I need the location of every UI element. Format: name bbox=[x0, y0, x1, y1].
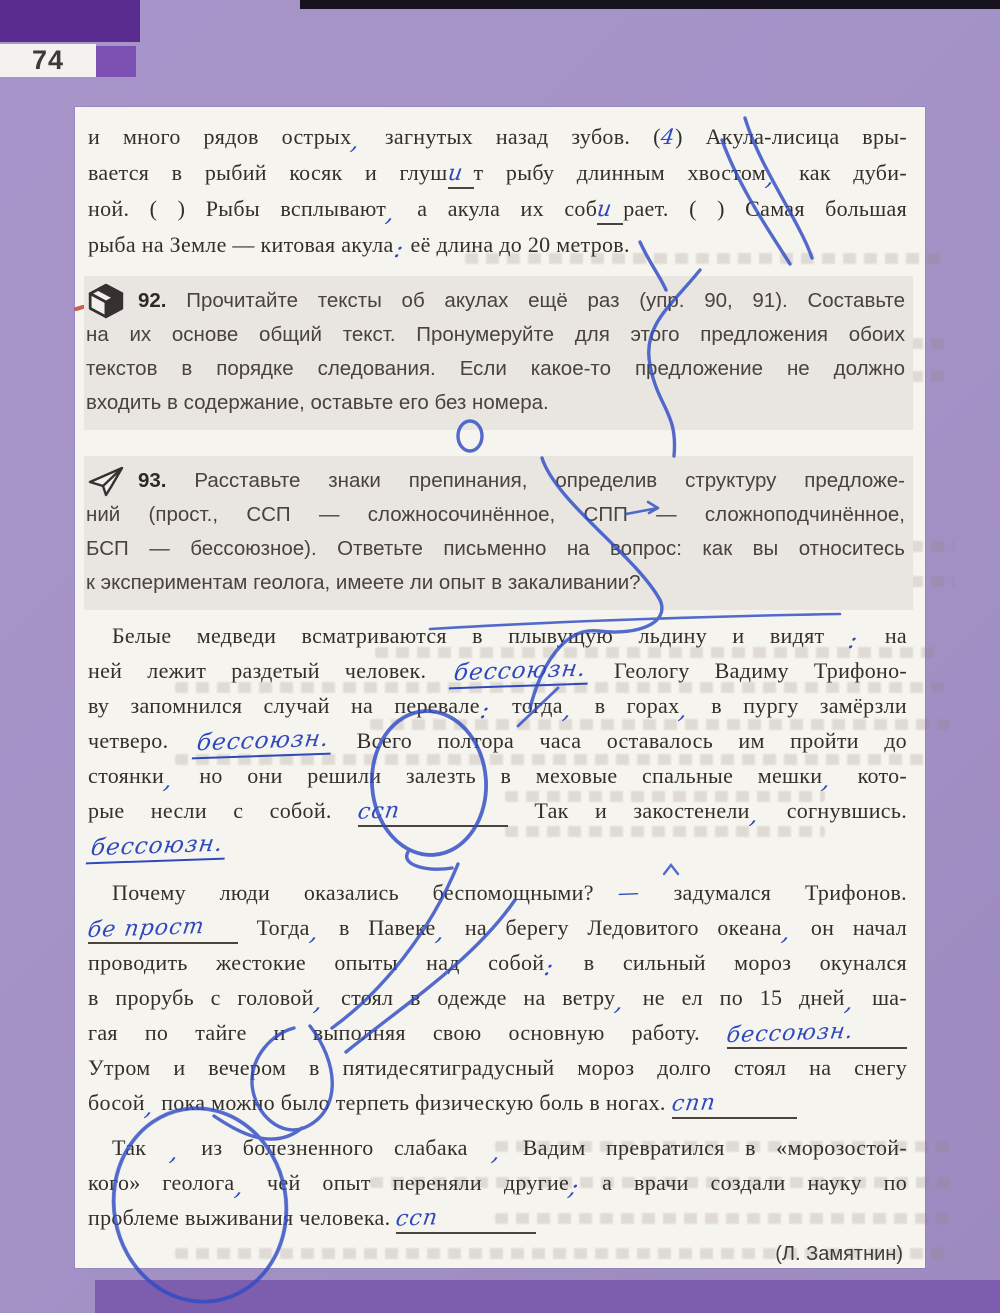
handwritten-punctuation: , bbox=[142, 1093, 158, 1121]
handwritten-answer: бессоюзн. bbox=[724, 1018, 856, 1049]
answer-blank[interactable] bbox=[669, 1090, 797, 1119]
handwritten-punctuation: : bbox=[541, 953, 558, 981]
handwritten-punctuation: , bbox=[489, 1138, 505, 1166]
handwritten-punctuation: , bbox=[779, 918, 795, 946]
paragraph-1 bbox=[88, 618, 907, 863]
text-line: входить в содержание, оставьте его без номера. bbox=[86, 391, 549, 414]
scan-edge-strip bbox=[300, 0, 1000, 9]
intro-paragraph bbox=[88, 119, 907, 263]
handwritten-punctuation: , bbox=[676, 696, 693, 724]
text-line: к экспериментам геолога, имеете ли опыт в закаливании? bbox=[86, 571, 641, 594]
text-line: текстов в порядке следования. Если какое-то предложение не должно bbox=[86, 357, 905, 380]
answer-blank[interactable] bbox=[597, 197, 623, 225]
answer-blank[interactable] bbox=[724, 1018, 907, 1049]
text-line: стоянки, но они решили залезть в меховые спальные мешки, кото- bbox=[88, 763, 907, 794]
page-content bbox=[75, 107, 925, 1268]
handwritten-annotation: бессоюзн. bbox=[191, 728, 333, 760]
handwritten-answer: спп bbox=[669, 1090, 718, 1117]
handwritten-punctuation: , bbox=[763, 163, 780, 191]
text-line: БСП — бессоюзное). Ответьте письменно на вопрос: как вы относитесь bbox=[86, 537, 905, 560]
text-line: проблеме выживания человека. ссп bbox=[88, 1200, 907, 1235]
page-number-accent-square bbox=[96, 46, 136, 77]
handwritten-punctuation: , bbox=[311, 988, 327, 1016]
text-line: рые несли с собой. ссп Так и закостенели, согнувшись. bbox=[88, 798, 908, 829]
handwritten-answer: и bbox=[595, 196, 615, 223]
handwritten-answer: ссп bbox=[394, 1205, 440, 1232]
answer-blank[interactable] bbox=[396, 1206, 536, 1234]
paragraph-2 bbox=[85, 875, 907, 1121]
handwritten-punctuation: , bbox=[560, 696, 577, 724]
text-line: ву запомнился случай на перевале: тогда, в горах, в пургу замёрзли bbox=[88, 693, 908, 724]
handwritten-punctuation: , bbox=[747, 801, 763, 829]
handwritten-punctuation: : bbox=[477, 696, 494, 724]
exercise-93-block bbox=[84, 456, 913, 610]
footer-purple-bar bbox=[95, 1280, 1000, 1313]
handwritten-punctuation: , bbox=[161, 766, 178, 794]
answer-blank[interactable] bbox=[445, 160, 474, 189]
text-line: 93. Расставьте знаки препинания, определив структуру предложе- bbox=[138, 469, 905, 492]
handwritten-answer: бе прост bbox=[85, 913, 207, 944]
author-attribution: (Л. Замятнин) bbox=[775, 1243, 903, 1265]
text-line: проводить жестокие опыты над собой: в сильный мороз окунался bbox=[88, 950, 907, 981]
text-line: бе прост Тогда, в Павеке, на берегу Ледовитого океана, он начал bbox=[85, 913, 907, 946]
text-line: Утром и вечером в пятидесятиградусный мороз долго стоял на снегу bbox=[88, 1055, 907, 1080]
text-line: ней лежит раздетый человек. бессоюзн. Геологу Вадиму Трифоно- bbox=[88, 653, 907, 688]
handwritten-punctuation: ; bbox=[566, 1173, 583, 1201]
handwritten-annotation: бессоюзн. bbox=[86, 833, 228, 865]
handwritten-punctuation: , bbox=[383, 199, 400, 227]
page-number-tab bbox=[0, 44, 96, 77]
text-line: Почему люди оказались беспомощными? — задумался Трифонов. bbox=[112, 880, 907, 905]
text-line: ной. ( ) Рыбы всплывают, а акула их соби рает. ( ) Самая большая bbox=[88, 196, 907, 227]
exercise-92-block bbox=[84, 276, 913, 430]
workbook-paper bbox=[75, 107, 925, 1268]
text-line: кого» геолога, чей опыт переняли другие; а врачи создали науку по bbox=[88, 1170, 907, 1201]
answer-blank[interactable] bbox=[85, 913, 238, 944]
text-line: гая по тайге и выполняя свою основную работу. бессоюзн. bbox=[88, 1015, 907, 1050]
handwritten-punctuation: : bbox=[391, 235, 408, 263]
text-line: в прорубь с головой, стоял в одежде на ветру, не ел по 15 дней, ша- bbox=[88, 985, 907, 1016]
text-line: вается в рыбий косяк и глуши т рыбу длинным хвостом, как дуби- bbox=[88, 160, 907, 191]
text-line bbox=[88, 828, 907, 863]
handwritten-answer: и bbox=[445, 160, 465, 187]
text-line: Белые медведи всматриваются в плывущую льдину и видят : на bbox=[112, 623, 907, 654]
text-line: четверо. бессоюзн. Всего полтора часа оставалось им пройти до bbox=[88, 723, 907, 758]
text-line: и много рядов острых, загнутых назад зубов. (4) Акула-лисица вры- bbox=[88, 124, 907, 155]
handwritten-punctuation: , bbox=[842, 988, 858, 1016]
corner-purple-block bbox=[0, 0, 140, 42]
handwritten-punctuation: , bbox=[348, 127, 365, 155]
handwritten-punctuation: , bbox=[612, 988, 629, 1016]
text-line: ний (прост., ССП — сложносочинённое, СПП — сложноподчинённое, bbox=[86, 503, 905, 526]
handwritten-annotation: — bbox=[616, 880, 642, 905]
text-line: 92. Прочитайте тексты об акулах ещё раз (упр. 90, 91). Составьте bbox=[138, 289, 905, 312]
handwritten-punctuation: , bbox=[307, 918, 323, 946]
text-line: босой, пока можно было терпеть физическую боль в ногах. спп bbox=[88, 1085, 907, 1120]
handwritten-punctuation: , bbox=[819, 766, 836, 794]
handwritten-annotation: 4 bbox=[659, 124, 677, 150]
handwritten-punctuation: : bbox=[845, 626, 862, 654]
handwritten-punctuation: , bbox=[433, 918, 449, 946]
text-line: на их основе общий текст. Пронумеруйте для этого предложения обоих bbox=[86, 323, 905, 346]
handwritten-punctuation: , bbox=[232, 1173, 248, 1201]
handwritten-punctuation: , bbox=[167, 1138, 184, 1166]
answer-blank[interactable] bbox=[358, 799, 508, 827]
text-line: Так , из болезненного слабака , Вадим превратился в «морозостой- bbox=[112, 1135, 907, 1166]
text-line: рыба на Земле — китовая акула: её длина до 20 метров. bbox=[88, 232, 630, 263]
handwritten-annotation: бессоюзн. bbox=[449, 658, 591, 690]
paragraph-3 bbox=[88, 1130, 907, 1235]
page-number: 74 bbox=[31, 45, 65, 75]
handwritten-answer: ссп bbox=[356, 798, 402, 825]
